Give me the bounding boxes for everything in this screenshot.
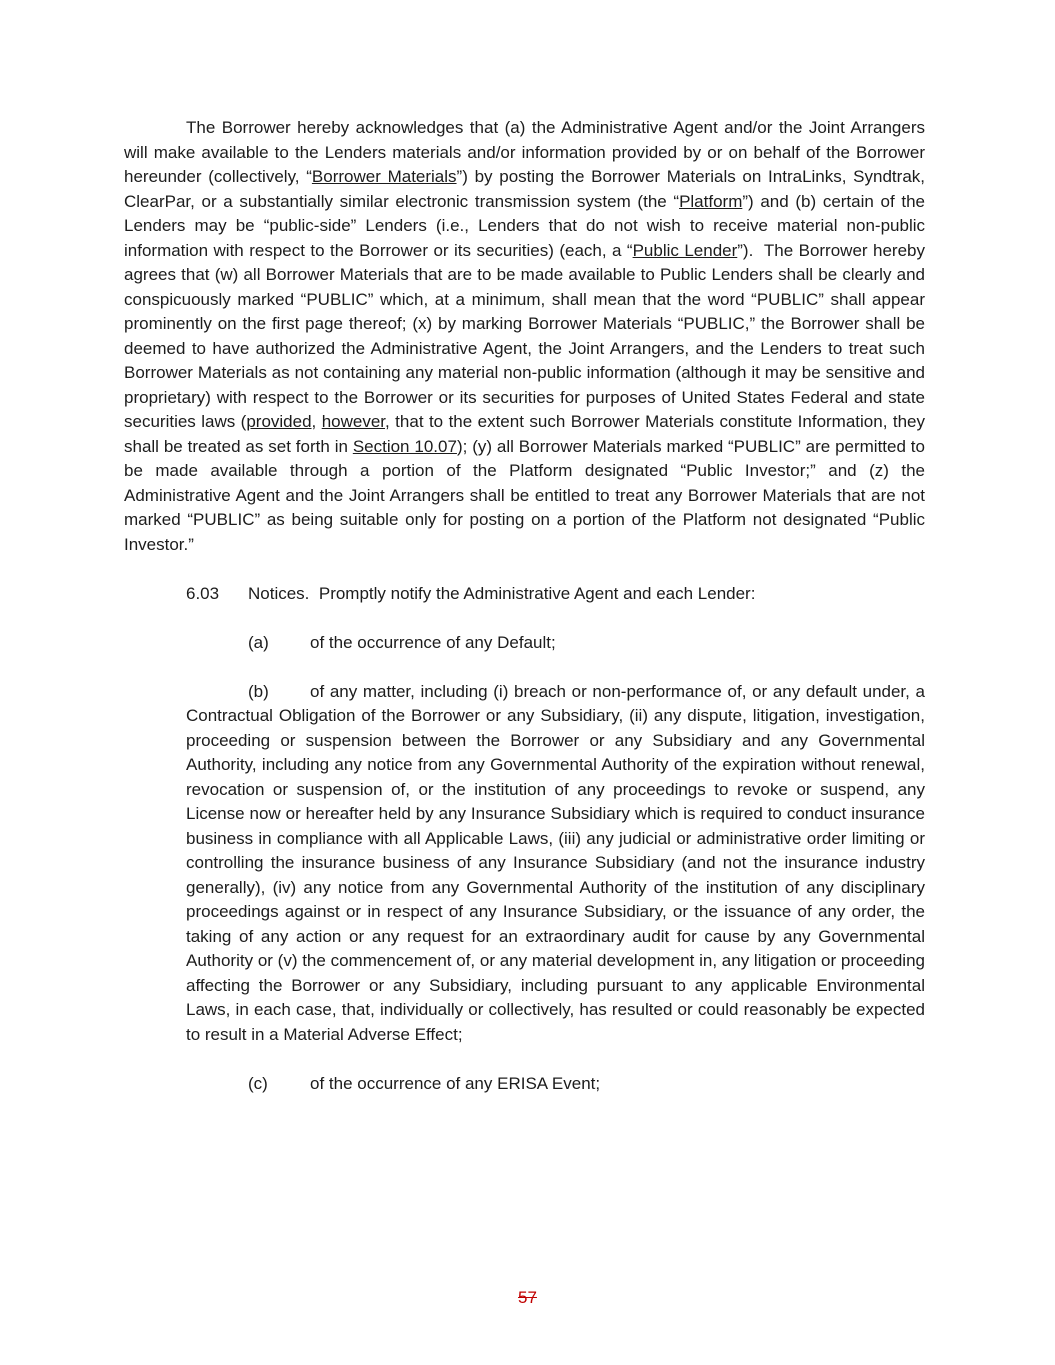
text-segment: , — [311, 412, 322, 431]
section-heading-text: Notices. Promptly notify the Administrative Agent and each Lender: — [248, 583, 756, 603]
paragraph-borrower-materials — [124, 116, 925, 557]
defined-term: Borrower Materials — [311, 167, 457, 186]
list-item-label: (a) — [248, 632, 269, 652]
list-item-text: of any matter, including (i) breach or non-performance of, or any default under, a Contractual Obligation of the Borrower or any Subsidiary, (ii) any dispute, litigation, investigation, proceeding or suspension between the Borrower or any Subsidiary and any Governmental Authority, including any notice from any Governmental Authority of the expiration without renewal, revocation or suspension of, or the institution of any proceedings to revoke or suspend, any License now or hereafter held by any Insurance Subsidiary which is required to conduct insurance business in compliance with all Applicable Laws, (iii) any judicial or administrative order limiting or controlling the insurance business of any Insurance Subsidiary (and not the insurance industry generally), (iv) any notice from any Governmental Authority of the institution of any disciplinary proceedings against or in respect of any Insurance Subsidiary, or the issuance of any order, the taking of any action or any request for an extraordinary audit for cause by any Governmental Authority or (v) the commencement of, or any material development in, any litigation or proceeding affecting the Borrower or any Subsidiary, including pursuant to any applicable Environmental Laws, in each case, that, individually or collectively, has resulted or could reasonably be expected to result in a Material Adverse Effect; — [186, 681, 925, 1044]
list-item-a — [186, 631, 925, 656]
text-segment: The Borrower hereby acknowledges that (a) the Administrative Agent and/or the Joint Arrangers will make available to the Lenders materials and/or information provided by or on behalf of the Borrower hereunder (collectively, “ — [124, 118, 925, 186]
list-item-c — [186, 1072, 925, 1097]
section-number: 6.03 — [186, 583, 220, 603]
defined-term: Section 10.07 — [352, 436, 457, 456]
page-number: 57 — [518, 1287, 537, 1307]
document-content — [124, 116, 925, 1121]
section-heading-6-03 — [124, 582, 925, 607]
defined-term: Platform — [679, 191, 743, 211]
list-item-b — [186, 680, 925, 1048]
list-item-text: of the occurrence of any Default; — [310, 632, 556, 652]
list-item-text: of the occurrence of any ERISA Event; — [310, 1073, 601, 1093]
defined-term: provided — [246, 412, 312, 431]
text-segment: ”) and (b) certain of the Lenders may be “public-side” Lenders (i.e., Lenders that do not wish to receive material non-public information with respect to the Borrower or its securities) (each, a “ — [124, 191, 925, 260]
text-segment: ”). The Borrower hereby agrees that (w) all Borrower Materials that are to be made available to Public Lenders shall be clearly and conspicuously marked “PUBLIC” which, at a minimum, shall mean that the word “PUBLIC” shall appear prominently on the first page thereof; (x) by marking Borrower Materials “PUBLIC,” the Borrower shall be deemed to have authorized the Administrative Agent, the Joint Arrangers, and the Lenders to treat such Borrower Materials as not containing any material non-public information (although it may be sensitive and proprietary) with respect to the Borrower or its securities for purposes of United States Federal and state securities laws ( — [124, 240, 925, 431]
list-item-label: (b) — [248, 681, 269, 701]
text-segment: , that to the extent such Borrower Materials constitute Information, they shall be treated as set forth in — [124, 412, 925, 456]
text-segment: ”) by posting the Borrower Materials on IntraLinks, Syndtrak, ClearPar, or a substantially similar electronic transmission system (the “ — [124, 167, 925, 211]
text-segment: ); (y) all Borrower Materials marked “PUBLIC” are permitted to be made available through a portion of the Platform designated “Public Investor;” and (z) the Administrative Agent and the Joint Arrangers shall be entitled to treat any Borrower Materials that are not marked “PUBLIC” as being suitable only for posting on a portion of the Platform not designated “Public Investor.” — [124, 436, 925, 554]
defined-term: however — [321, 412, 386, 431]
defined-term: Public Lender — [632, 240, 738, 260]
list-item-label: (c) — [248, 1073, 268, 1093]
